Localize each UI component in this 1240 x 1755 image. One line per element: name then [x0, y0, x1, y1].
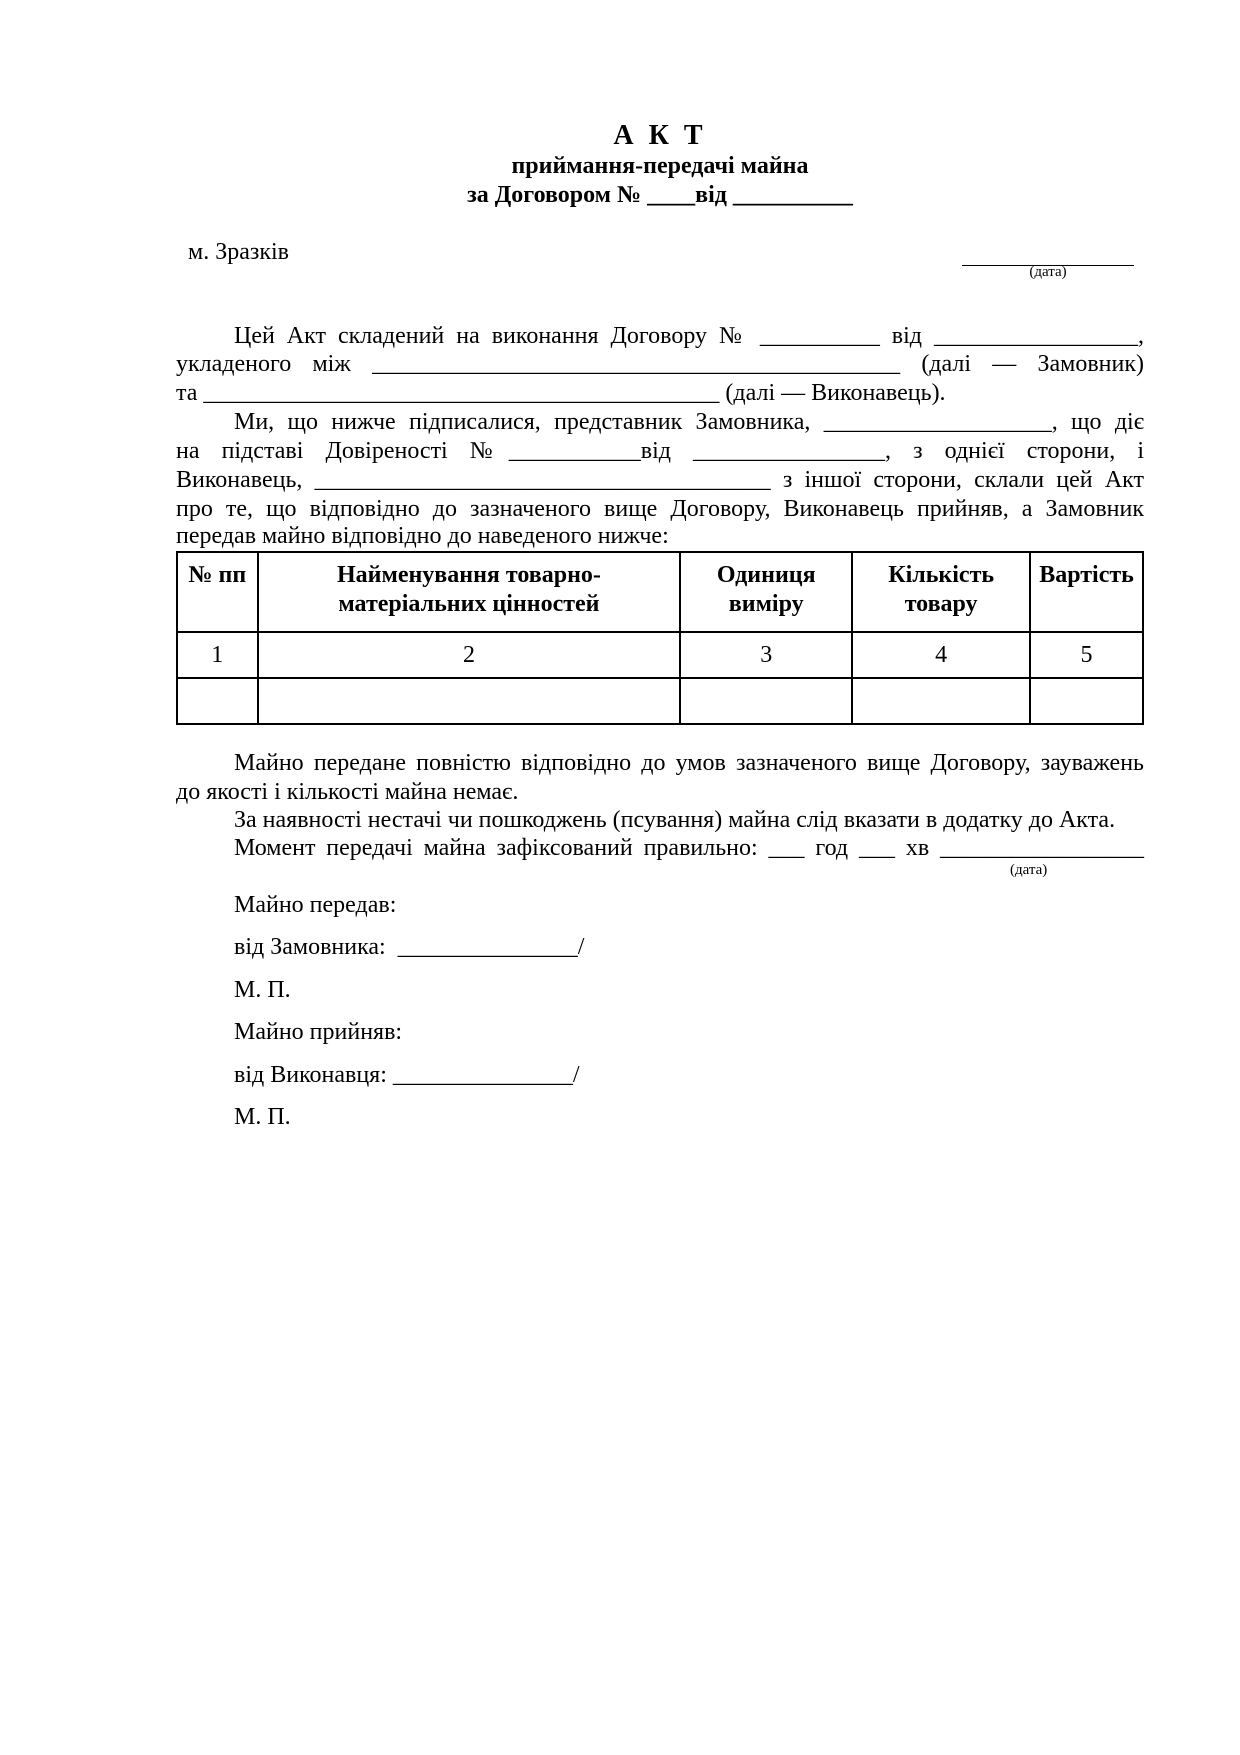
time-date-caption: (дата)	[1010, 862, 1048, 878]
parties-line-3: Виконавець, ______________________________________ з іншої сторони, склали цей Акт	[176, 467, 1144, 493]
date-caption: (дата)	[1029, 264, 1067, 280]
accepted-label: Майно прийняв:	[234, 1019, 403, 1045]
intro-line-1: Цей Акт складений на виконання Договору № __________ від _________________,	[234, 323, 1144, 349]
table-header-row	[177, 552, 1143, 632]
customer-signature-line: від Замовника: _______________/	[234, 934, 585, 960]
intro-line-2: укладеного між ____________________________________________ (далі — Замовник)	[176, 351, 1144, 377]
parties-line-2: на підставі Довіреності №___________від ________________, з однієї сторони, і	[176, 438, 1144, 464]
transferred-label: Майно передав:	[234, 892, 397, 918]
column-number-1: 1	[177, 632, 258, 678]
column-header-quantity: Кількість товару	[852, 552, 1030, 632]
closing-line-2: до якості і кількості майна немає.	[176, 779, 519, 805]
date-blank	[962, 245, 1134, 266]
document-subtitle: приймання-передачі майна	[511, 153, 809, 179]
column-number-4: 4	[852, 632, 1030, 678]
customer-stamp-label: М. П.	[234, 977, 291, 1003]
goods-table	[176, 551, 1144, 725]
table-cell[interactable]	[680, 678, 852, 724]
table-cell[interactable]	[1030, 678, 1143, 724]
table-row	[177, 678, 1143, 724]
table-row	[177, 632, 1143, 678]
parties-line-1: Ми, що нижче підписалися, представник Замовника, ___________________, що діє	[234, 409, 1144, 435]
column-number-3: 3	[680, 632, 852, 678]
column-header-cost: Вартість	[1030, 552, 1143, 632]
column-number-5: 5	[1030, 632, 1143, 678]
column-number-2: 2	[258, 632, 681, 678]
contractor-signature-line: від Виконавця: _______________/	[234, 1062, 580, 1088]
column-header-unit: Одиниця виміру	[680, 552, 852, 632]
column-header-name: Найменування товарно-матеріальних цінностей	[258, 552, 681, 632]
closing-line-3: За наявності нестачі чи пошкоджень (псування) майна слід вказати в додатку до Акта.	[234, 807, 1116, 833]
closing-line-4: Момент передачі майна зафіксований правильно: ___ год ___ хв _________________	[234, 835, 1144, 861]
parties-line-5: передав майно відповідно до наведеного нижче:	[176, 523, 669, 549]
closing-line-1: Майно передане повністю відповідно до умов зазначеного вище Договору, зауважень	[234, 750, 1144, 776]
parties-line-4: про те, що відповідно до зазначеного вище Договору, Виконавець прийняв, а Замовник	[176, 496, 1144, 522]
table-cell[interactable]	[258, 678, 681, 724]
table-cell[interactable]	[177, 678, 258, 724]
table-cell[interactable]	[852, 678, 1030, 724]
intro-line-3: та ___________________________________________ (далі — Виконавець).	[176, 380, 946, 406]
city-name: м. Зразків	[188, 239, 290, 265]
document-title: А К Т	[613, 120, 707, 151]
contract-reference: за Договором № ____від __________	[467, 182, 853, 208]
contractor-stamp-label: М. П.	[234, 1104, 291, 1130]
column-header-number: № пп	[177, 552, 258, 632]
